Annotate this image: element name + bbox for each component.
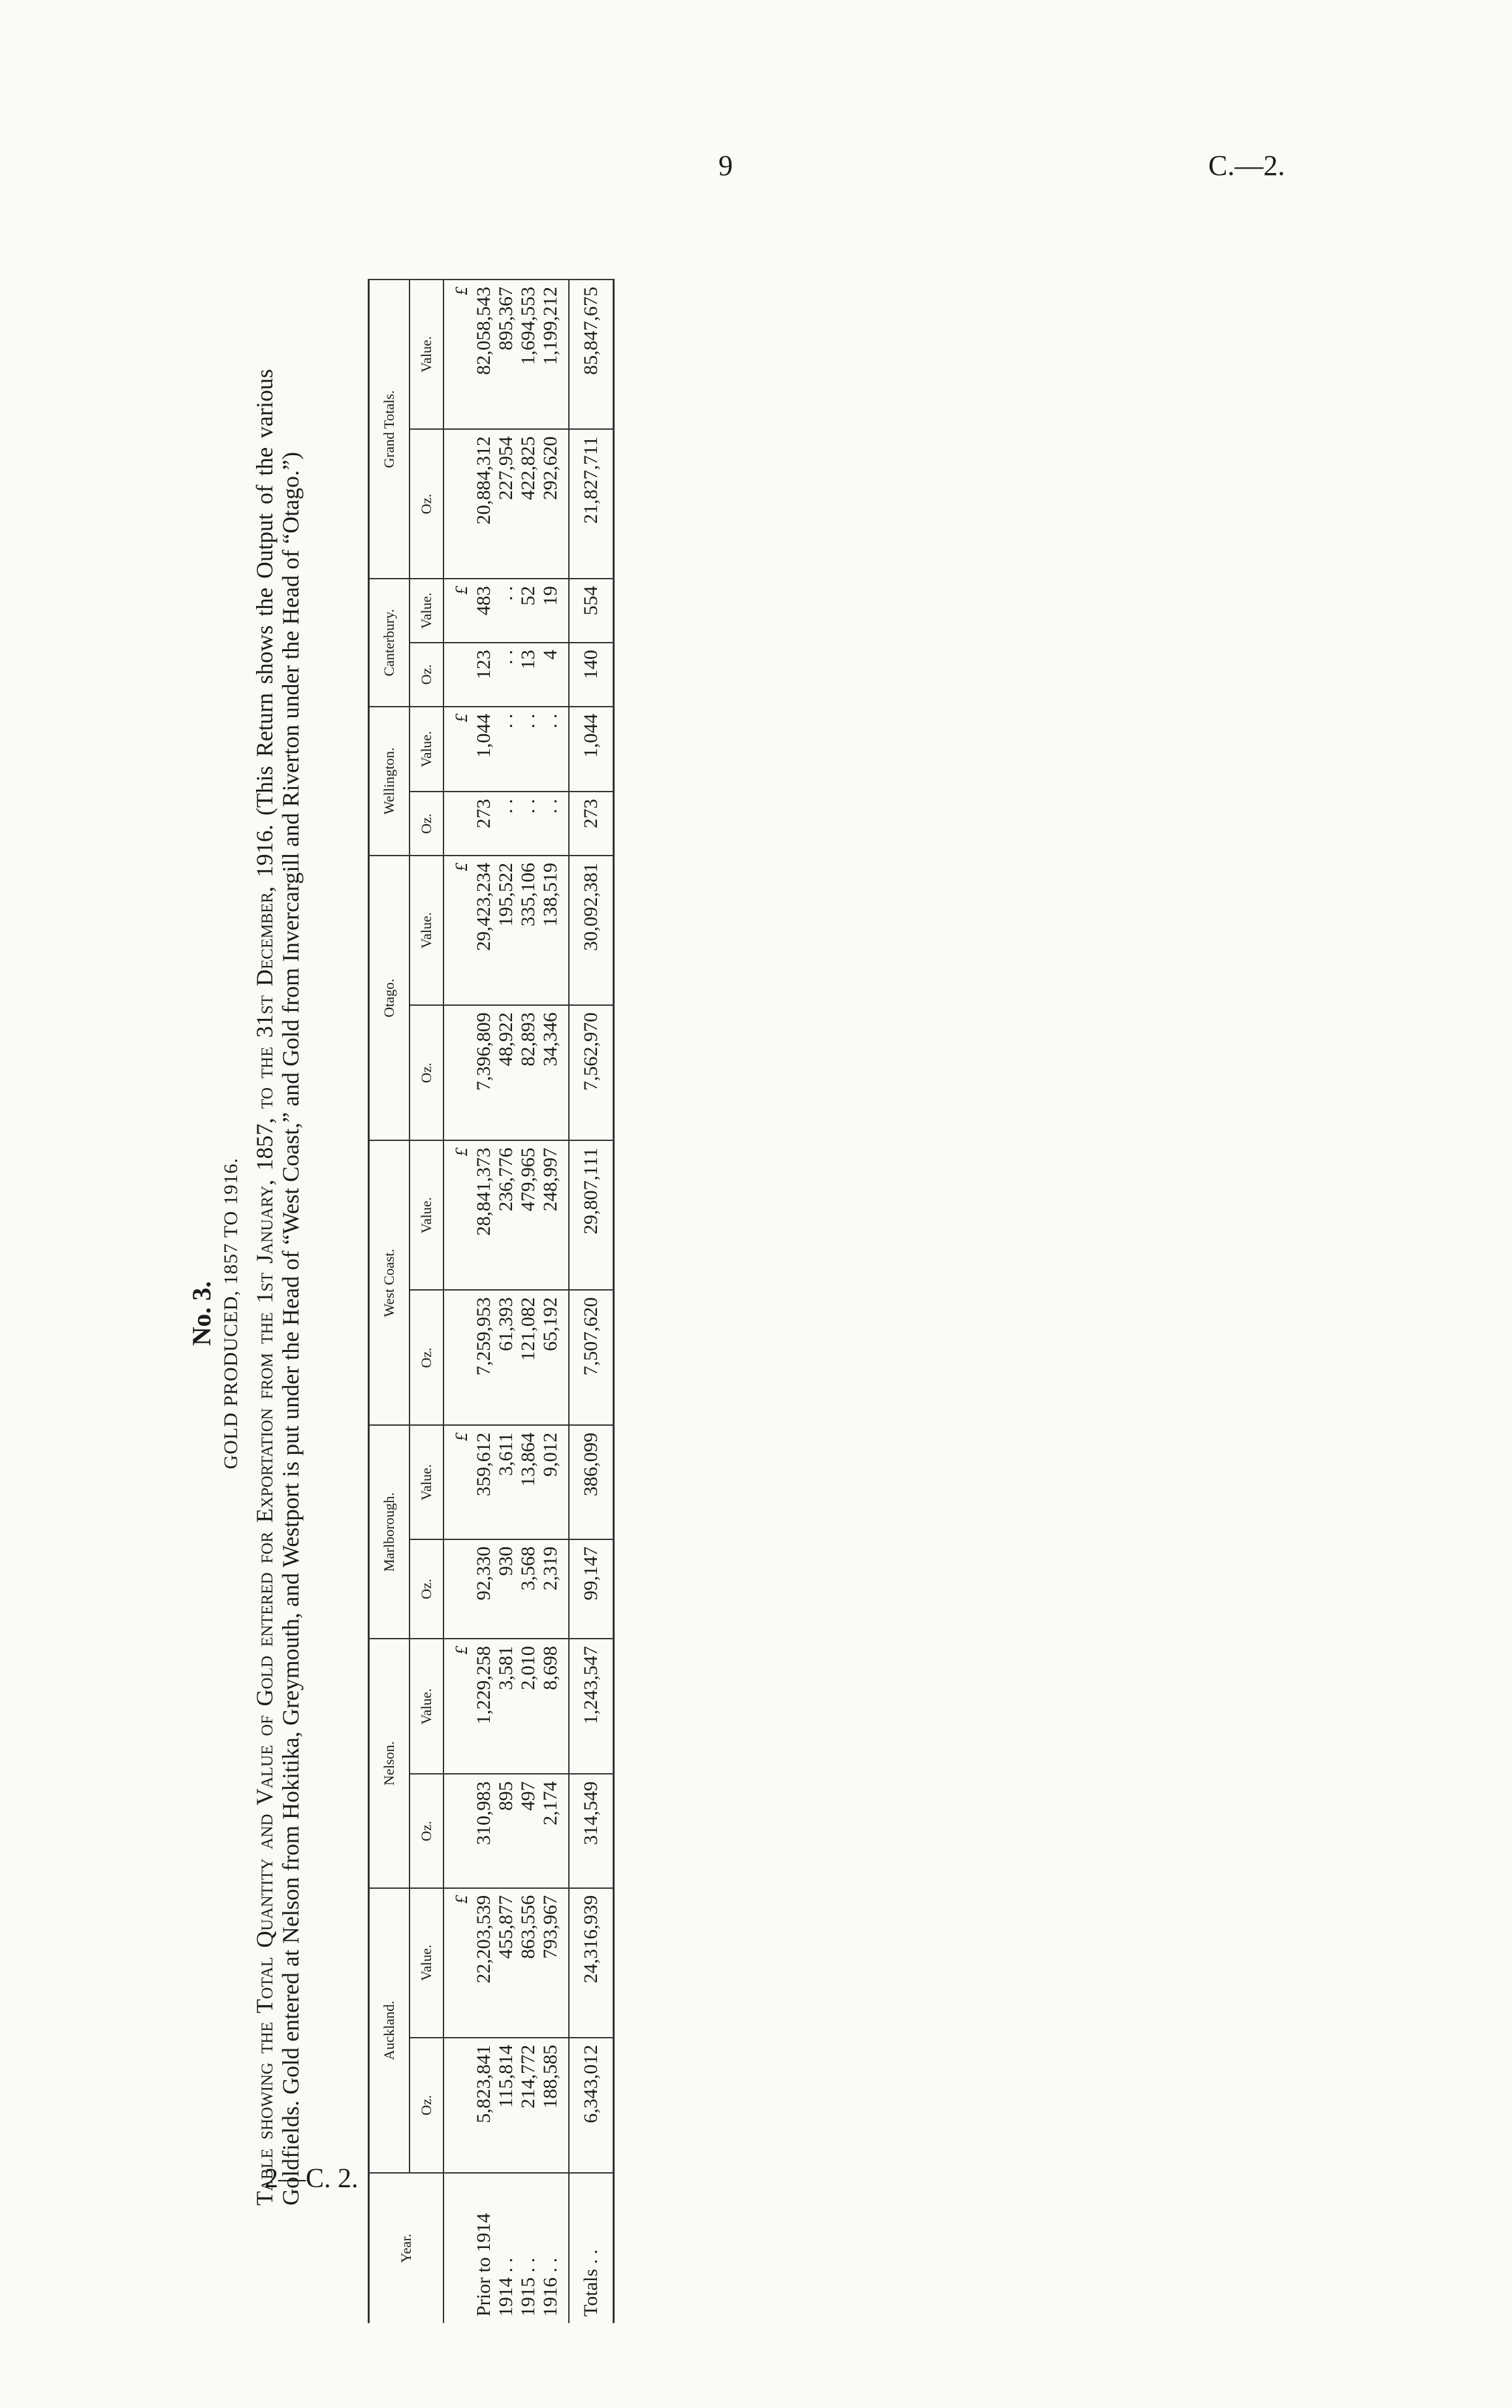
cell-value: 65,192: [539, 1297, 561, 1351]
auckland-value-cell: [443, 1888, 569, 2038]
cell-value: 13: [517, 649, 539, 669]
grand-total-value-cell: [443, 280, 569, 429]
total-cell: 30,092,381: [569, 856, 614, 1005]
region-header: Auckland.: [369, 1888, 410, 2173]
cell-value: 19: [539, 586, 561, 606]
cell-value: 92,330: [473, 1546, 494, 1601]
value-header: Value.: [410, 579, 443, 643]
cell-value: 138,519: [539, 863, 561, 927]
marlborough-value-cell: [443, 1425, 569, 1539]
pound-sign: £: [452, 863, 471, 872]
otago-value-cell: [443, 856, 569, 1005]
cell-value: 28,841,373: [473, 1148, 494, 1236]
pound-sign: £: [452, 1148, 471, 1157]
cell-value: 188,585: [539, 2044, 561, 2109]
nelson-oz-cell: [443, 1774, 569, 1887]
cell-value: 123: [473, 649, 494, 679]
page-number: 9: [718, 150, 733, 182]
cell-value: 121,082: [517, 1297, 539, 1361]
cell-value: 4: [539, 649, 561, 660]
value-header: Value.: [410, 856, 443, 1005]
rotated-table-block: [173, 219, 728, 2408]
cell-value: 248,997: [539, 1148, 561, 1212]
year-cell: [443, 2173, 569, 2323]
region-header: Nelson.: [369, 1639, 410, 1888]
region-header: Marlborough.: [369, 1425, 410, 1639]
total-cell: 21,827,711: [569, 429, 614, 579]
totals-label: Totals . .: [569, 2173, 614, 2323]
region-header: Wellington.: [369, 707, 410, 856]
cell-value: 292,620: [539, 436, 561, 500]
cell-value: . .: [495, 713, 517, 729]
cell-value: 1,694,553: [517, 287, 539, 365]
year-label: 1915 . .: [517, 2258, 539, 2317]
pound-sign: £: [452, 713, 471, 722]
cell-value: 29,423,234: [473, 863, 494, 952]
oz-header: Oz.: [410, 643, 443, 707]
cell-value: . .: [495, 799, 517, 814]
value-header: Value.: [410, 280, 443, 429]
sheet-mark: 2—C. 2.: [265, 2164, 359, 2194]
total-cell: 7,507,620: [569, 1290, 614, 1425]
oz-header: Oz.: [410, 1005, 443, 1140]
cell-value: 236,776: [495, 1148, 517, 1212]
table-number: No. 3.: [187, 1281, 216, 1346]
year-header: Year.: [369, 2173, 444, 2323]
document-reference: C.—2.: [1208, 150, 1285, 182]
cell-value: . .: [517, 713, 539, 729]
cell-value: 22,203,539: [473, 1895, 494, 1983]
cell-value: 455,877: [495, 1895, 517, 1959]
oz-header: Oz.: [410, 2038, 443, 2173]
cell-value: 5,823,841: [473, 2044, 494, 2123]
oz-header: Oz.: [410, 1539, 443, 1639]
value-header: Value.: [410, 1639, 443, 1774]
cell-value: 479,965: [517, 1148, 539, 1212]
cell-value: 7,259,953: [473, 1297, 494, 1376]
cell-value: 359,612: [473, 1432, 494, 1496]
description-rest: (This Return shows the Output of the various Goldfields. Gold entered at Nelson from Hokitika, Greymouth, and Westport is put under the Head of “West Coast,” and Gold from Invercargill and Riverton under the Head of “Otago.”): [251, 369, 304, 2206]
total-cell: 1,243,547: [569, 1639, 614, 1774]
cell-value: . .: [539, 713, 561, 729]
cell-value: 1,199,212: [539, 287, 561, 365]
cell-value: 3,611: [495, 1432, 517, 1476]
total-cell: 386,099: [569, 1425, 614, 1539]
total-cell: 273: [569, 792, 614, 856]
cell-value: 863,556: [517, 1895, 539, 1959]
wellington-oz-cell: [443, 792, 569, 856]
cell-value: 3,581: [495, 1646, 517, 1690]
oz-header: Oz.: [410, 792, 443, 856]
cell-value: 497: [517, 1781, 539, 1811]
oz-header: Oz.: [410, 1774, 443, 1887]
cell-value: 9,012: [539, 1432, 561, 1477]
cell-value: 2,010: [517, 1646, 539, 1690]
cell-value: 1,229,258: [473, 1646, 494, 1725]
cell-value: 214,772: [517, 2044, 539, 2109]
cell-value: 82,058,543: [473, 287, 494, 375]
region-header: Canterbury.: [369, 579, 410, 707]
canterbury-value-cell: [443, 579, 569, 643]
table-subtitle: GOLD PRODUCED, 1857 TO 1916.: [220, 1157, 242, 1469]
cell-value: 930: [495, 1546, 517, 1576]
value-header: Value.: [410, 707, 443, 792]
cell-value: . .: [495, 649, 517, 665]
year-label: 1916 . .: [539, 2258, 561, 2317]
west-coast-value-cell: [443, 1140, 569, 1290]
cell-value: 20,884,312: [473, 436, 494, 525]
cell-value: . .: [517, 799, 539, 814]
pound-sign: £: [452, 586, 471, 595]
total-cell: 314,549: [569, 1774, 614, 1887]
cell-value: 2,319: [539, 1546, 561, 1591]
total-cell: 6,343,012: [569, 2038, 614, 2173]
cell-value: 895: [495, 1781, 517, 1811]
total-cell: 99,147: [569, 1539, 614, 1639]
total-cell: 85,847,675: [569, 280, 614, 429]
cell-value: 61,393: [495, 1297, 517, 1351]
total-cell: 1,044: [569, 707, 614, 792]
cell-value: 422,825: [517, 436, 539, 500]
otago-oz-cell: [443, 1005, 569, 1140]
nelson-value-cell: [443, 1639, 569, 1774]
value-header: Value.: [410, 1888, 443, 2038]
region-header: West Coast.: [369, 1140, 410, 1425]
canterbury-oz-cell: [443, 643, 569, 707]
cell-value: 895,367: [495, 287, 517, 351]
cell-value: 483: [473, 586, 494, 616]
cell-value: 310,983: [473, 1781, 494, 1845]
marlborough-oz-cell: [443, 1539, 569, 1639]
region-header: Otago.: [369, 856, 410, 1140]
total-cell: 554: [569, 579, 614, 643]
oz-header: Oz.: [410, 1290, 443, 1425]
cell-value: 3,568: [517, 1546, 539, 1591]
oz-header: Oz.: [410, 429, 443, 579]
cell-value: 793,967: [539, 1895, 561, 1959]
cell-value: 7,396,809: [473, 1012, 494, 1091]
cell-value: 273: [473, 799, 494, 829]
cell-value: 115,814: [495, 2044, 517, 2108]
cell-value: . .: [539, 799, 561, 814]
cell-value: . .: [495, 586, 517, 601]
cell-value: 335,106: [517, 863, 539, 927]
total-cell: 24,316,939: [569, 1888, 614, 2038]
gold-production-table: [368, 279, 615, 2323]
cell-value: 195,522: [495, 863, 517, 927]
total-cell: 29,807,111: [569, 1140, 614, 1290]
cell-value: 34,346: [539, 1012, 561, 1067]
cell-value: 227,954: [495, 436, 517, 500]
cell-value: 2,174: [539, 1781, 561, 1825]
cell-value: 1,044: [473, 713, 494, 758]
year-label: Prior to 1914: [473, 2213, 494, 2317]
value-header: Value.: [410, 1140, 443, 1290]
cell-value: 13,864: [517, 1432, 539, 1486]
auckland-oz-cell: [443, 2038, 569, 2173]
cell-value: 8,698: [539, 1646, 561, 1690]
total-cell: 140: [569, 643, 614, 707]
grand-total-oz-cell: [443, 429, 569, 579]
table-description: [251, 369, 346, 2206]
pound-sign: £: [452, 1895, 471, 1904]
year-rows: [443, 280, 569, 2323]
year-label: 1914 . .: [495, 2258, 517, 2317]
region-header: Grand Totals.: [369, 280, 410, 579]
pound-sign: £: [452, 1646, 471, 1655]
pound-sign: £: [452, 1432, 471, 1441]
pound-sign: £: [452, 287, 471, 295]
cell-value: 82,893: [517, 1012, 539, 1067]
west-coast-oz-cell: [443, 1290, 569, 1425]
cell-value: 52: [517, 586, 539, 606]
description-lead: Table showing the Total Quantity and Value of Gold entered for Exportation from the 1st January, 1857, to the 31st December, 1916.: [251, 824, 278, 2206]
value-header: Value.: [410, 1425, 443, 1539]
wellington-value-cell: [443, 707, 569, 792]
total-cell: 7,562,970: [569, 1005, 614, 1140]
totals-row: [569, 280, 614, 2323]
cell-value: 48,922: [495, 1012, 517, 1067]
